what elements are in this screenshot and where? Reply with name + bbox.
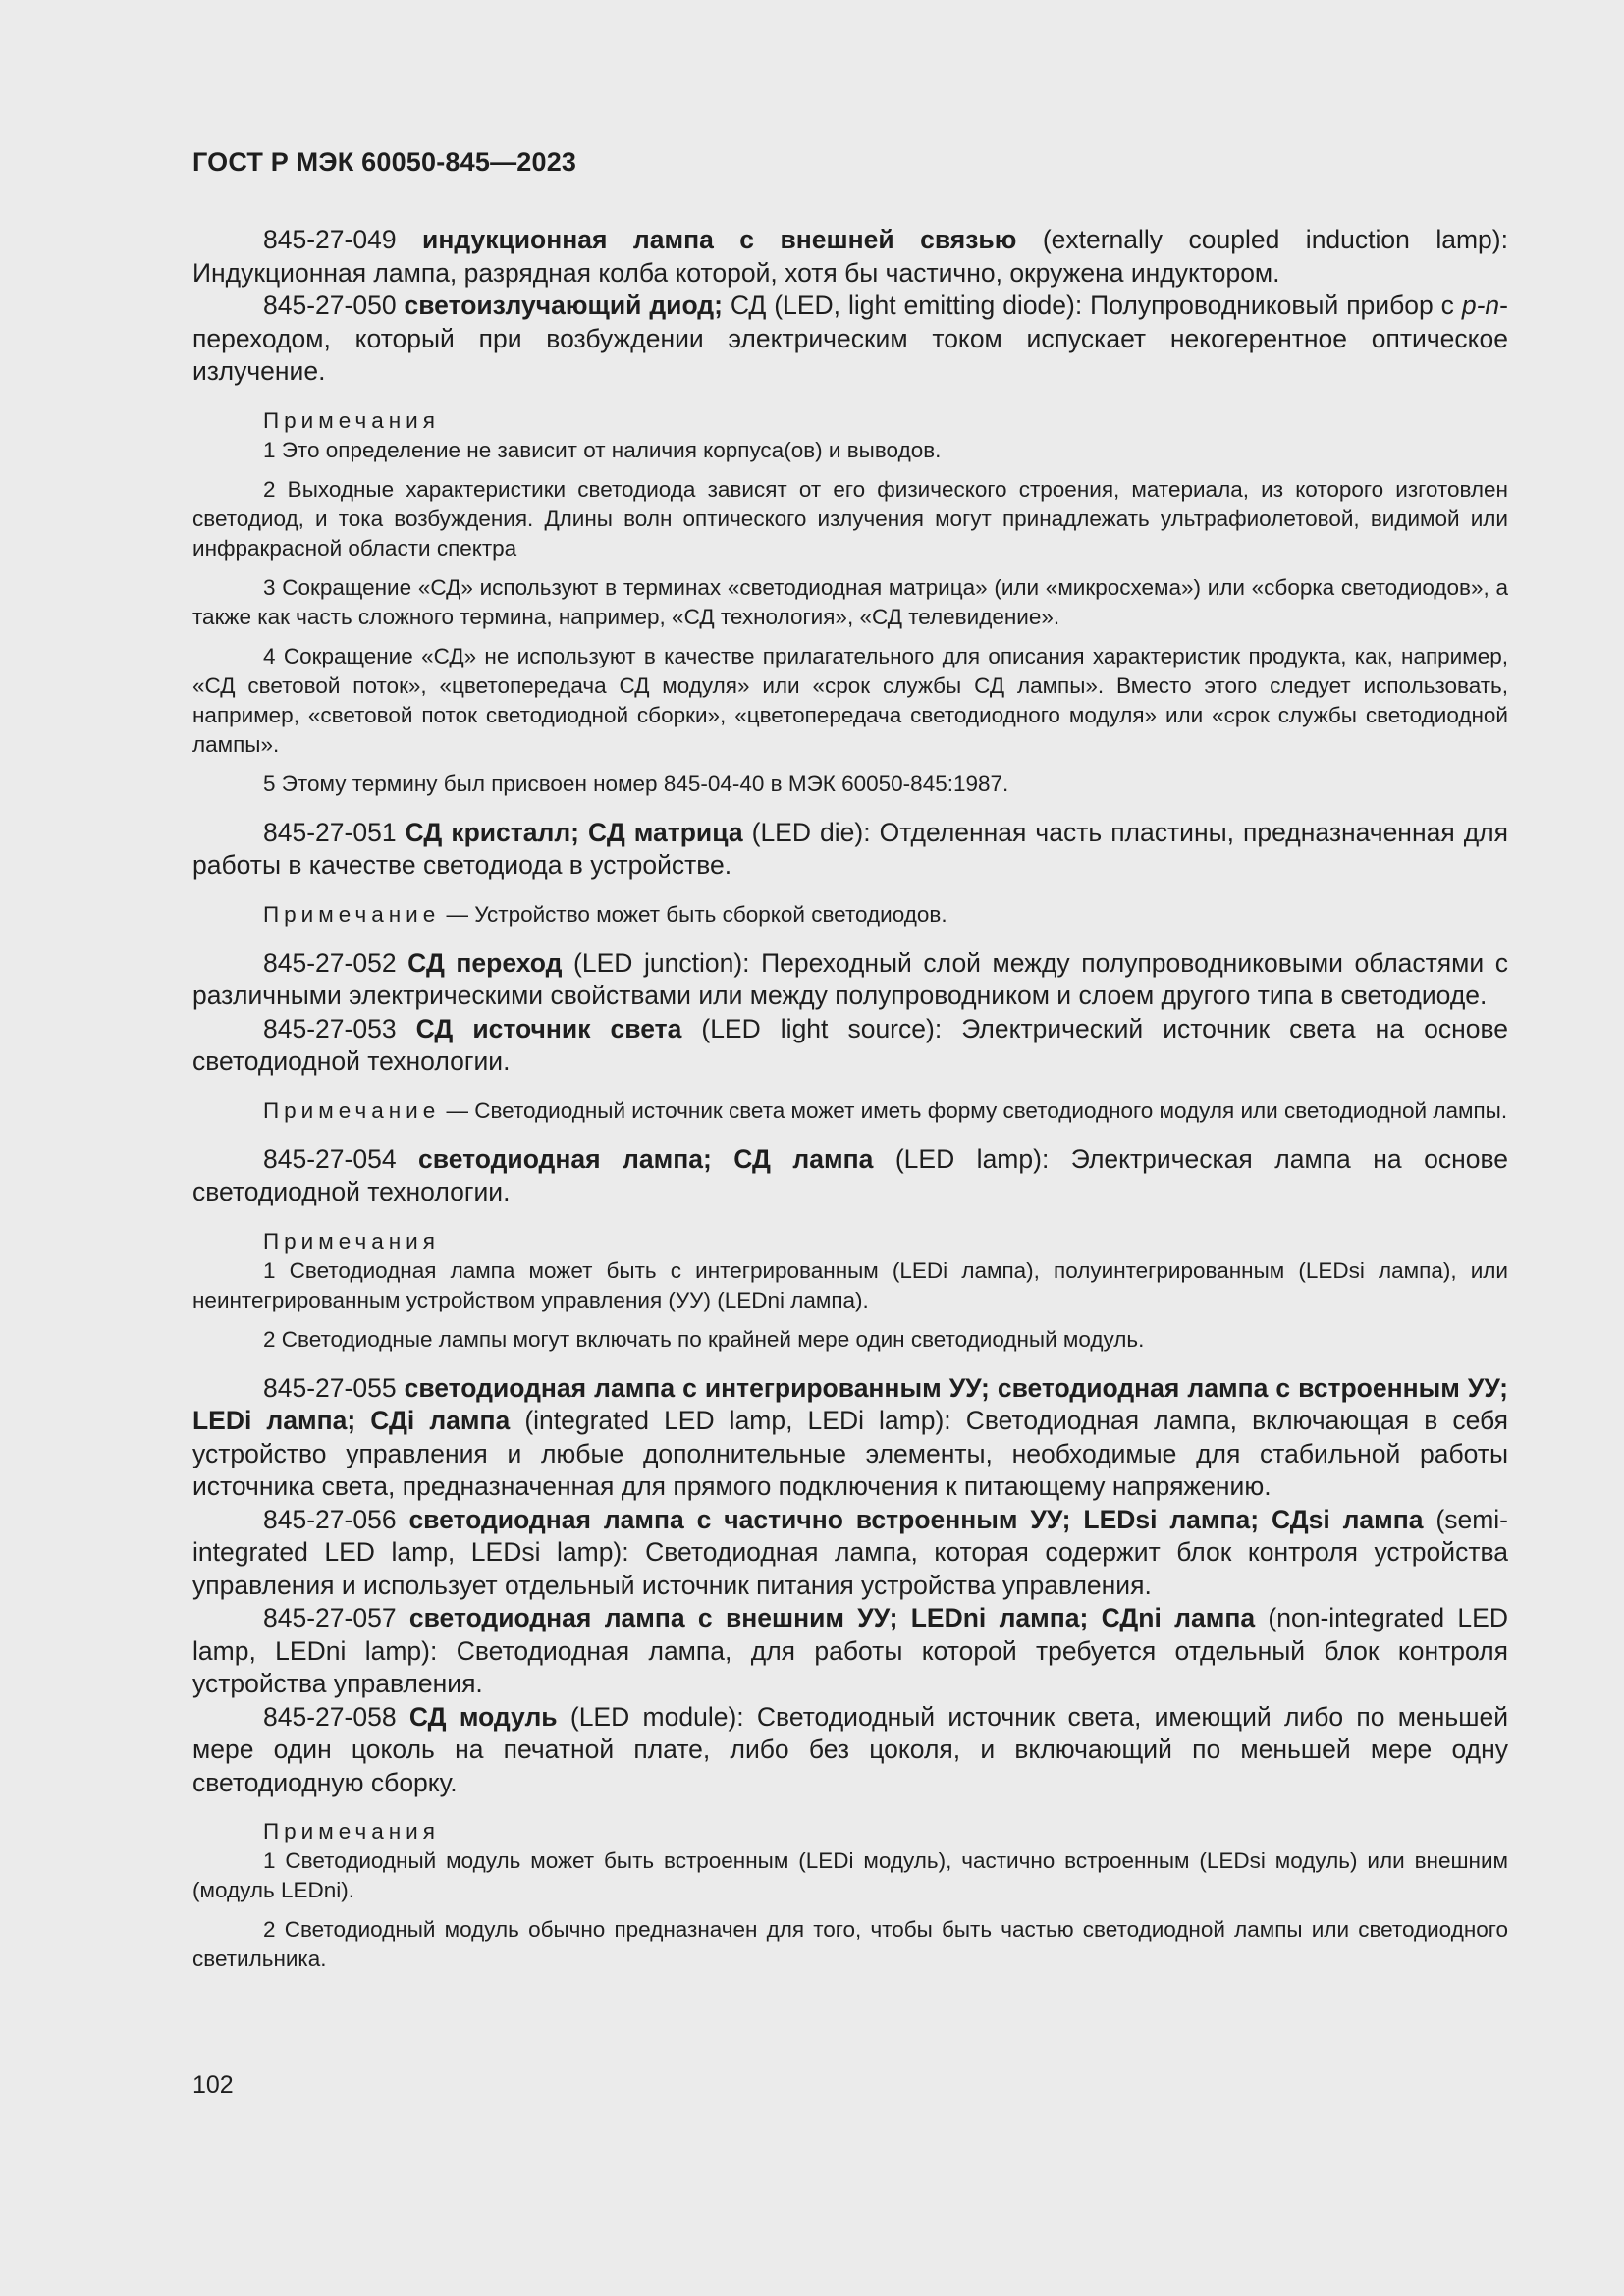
note-item: 3 Сокращение «СД» используют в терминах «светодиодная матрица» (или «микросхема») или «сборка светодиодов», а также как часть сложного термина, например, «СД технология», «СД телевидение».: [192, 574, 1508, 629]
term-number: 845-27-055: [263, 1372, 397, 1403]
term-number: 845-27-051: [263, 817, 397, 847]
term-845-27-056: [192, 1504, 1508, 1603]
term-name: светодиодная лампа с частично встроенным УУ; LEDsi лампа; СДsi лампа: [408, 1504, 1424, 1534]
term-number: 845-27-049: [263, 225, 397, 254]
note-item: 5 Этому термину был присвоен номер 845-04-40 в МЭК 60050-845:1987.: [263, 771, 1009, 796]
term-name: СД модуль: [408, 1701, 558, 1732]
term-name: светоизлучающий диод;: [404, 291, 723, 320]
document-header: ГОСТ Р МЭК 60050-845—2023: [192, 147, 577, 177]
term-name: СД переход: [407, 947, 563, 978]
note-item: 4 Сокращение «СД» не используют в качестве прилагательного для описания характеристик продукта, как, например, «СД световой поток», «цветопередача СД модуля» или «срок службы СД лампы». Вместо этого следует использовать, например, «световой поток светодиодной сборки», «цветопередача светодиодного модуля» или «срок службы светодиодной лампы».: [192, 643, 1508, 757]
term-name: светодиодная лампа с интегрированным УУ; светодиодная лампа с встроенным УУ; LEDi лампа; СДi лампа: [192, 1372, 1508, 1435]
term-845-27-055: [192, 1372, 1508, 1504]
term-definition: (LED die): Отделенная часть пластины, предназначенная для работы в качестве светодиода в устройстве.: [192, 817, 1508, 880]
note-single: [192, 900, 1508, 930]
term-number: 845-27-057: [263, 1603, 397, 1632]
document-body: [192, 224, 1508, 1974]
term-845-27-049: [192, 224, 1508, 290]
term-definition: (LED lamp): Электрическая лампа на основе светодиодной технологии.: [192, 1144, 1508, 1206]
term-number: 845-27-058: [263, 1701, 397, 1732]
term-845-27-057: [192, 1602, 1508, 1701]
term-definition: (LED light source): Электрический источник света на основе светодиодной технологии.: [192, 1013, 1508, 1076]
note-item: 2 Светодиодные лампы могут включать по крайней мере один светодиодный модуль.: [263, 1326, 1145, 1352]
note-item: 1 Светодиодная лампа может быть с интегрированным (LEDi лампа), полуинтегрированным (LEDsi лампа), или неинтегрированным устройством управления (УУ) (LEDni лампа).: [192, 1257, 1508, 1312]
note-single: [192, 1096, 1508, 1126]
page-number: 102: [192, 2071, 234, 2099]
term-name: светодиодная лампа с внешним УУ; LEDni лампа; СДni лампа: [408, 1603, 1256, 1632]
term-definition: (LED junction): Переходный слой между полупроводниковыми областями с различными электрическими свойствами или между полупроводником и слоем другого типа в светодиоде.: [192, 947, 1508, 1010]
note-item: 2 Выходные характеристики светодиода зависят от его физического строения, материала, из которого изготовлен светодиод, и тока возбуждения. Длины волн оптического излучения могут принадлежать ультрафиолетовой, видимой или инфракрасной области спектра: [192, 476, 1508, 561]
term-number: 845-27-053: [263, 1013, 397, 1043]
term-845-27-050: [192, 290, 1508, 389]
note-heading: Примечание: [263, 901, 441, 927]
term-845-27-058: [192, 1701, 1508, 1800]
term-name: СД кристалл; СД матрица: [405, 817, 743, 847]
term-number: 845-27-052: [263, 947, 397, 978]
term-845-27-051: [192, 817, 1508, 882]
term-number: 845-27-054: [263, 1144, 397, 1174]
notes-heading: Примечания: [263, 1228, 440, 1254]
note-heading: Примечание: [263, 1097, 441, 1123]
notes-heading: Примечания: [263, 407, 440, 433]
term-845-27-053: [192, 1013, 1508, 1079]
term-definition: СД (LED, light emitting diode): Полупроводниковый прибор с: [722, 291, 1462, 320]
term-845-27-054: [192, 1144, 1508, 1209]
term-definition-cont: -переходом, который при возбуждении электрическим током испускает некогерентное оптическое излучение.: [192, 291, 1508, 386]
notes-heading: Примечания: [263, 1819, 440, 1843]
term-name: индукционная лампа с внешней связью: [422, 225, 1017, 254]
term-definition: (non-integrated LED lamp, LEDni lamp): Светодиодная лампа, для работы которой требуется отдельный блок контроля устройства управления.: [192, 1603, 1508, 1698]
term-name: светодиодная лампа; СД лампа: [418, 1144, 874, 1174]
term-italic: p-n: [1461, 291, 1500, 320]
term-number: 845-27-050: [263, 291, 397, 320]
term-definition: (integrated LED lamp, LEDi lamp): Светодиодная лампа, включающая в себя устройство управления и любые дополнительные элементы, необходимые для стабильной работы источника света, предназначенная для прямого подключения к питающему напряжению.: [192, 1406, 1508, 1501]
term-definition: (LED module): Светодиодный источник света, имеющий либо по меньшей мере один цоколь на печатной плате, либо без цоколя, и включающий по меньшей мере одну светодиодную сборку.: [192, 1701, 1509, 1797]
term-845-27-052: [192, 947, 1508, 1013]
term-number: 845-27-056: [263, 1504, 397, 1534]
note-text: — Светодиодный источник света может иметь форму светодиодного модуля или светодиодной лампы.: [440, 1097, 1508, 1123]
note-item: 1 Это определение не зависит от наличия корпуса(ов) и выводов.: [263, 437, 942, 462]
term-definition: (semi-integrated LED lamp, LEDsi lamp): Светодиодная лампа, которая содержит блок контроля устройства управления и использует отдельный источник питания устройства управления.: [192, 1504, 1509, 1600]
note-item: 1 Светодиодный модуль может быть встроенным (LEDi модуль), частично встроенным (LEDsi модуль) или внешним (модуль LEDni).: [192, 1848, 1508, 1902]
note-text: — Устройство может быть сборкой светодиодов.: [440, 901, 947, 927]
term-name: СД источник света: [415, 1013, 682, 1043]
note-item: 2 Светодиодный модуль обычно предназначен для того, чтобы быть частью светодиодной лампы или светодиодного светильника.: [192, 1917, 1508, 1971]
term-definition: (externally coupled induction lamp): Индукционная лампа, разрядная колба которой, хотя бы частично, окружена индуктором.: [192, 225, 1508, 288]
